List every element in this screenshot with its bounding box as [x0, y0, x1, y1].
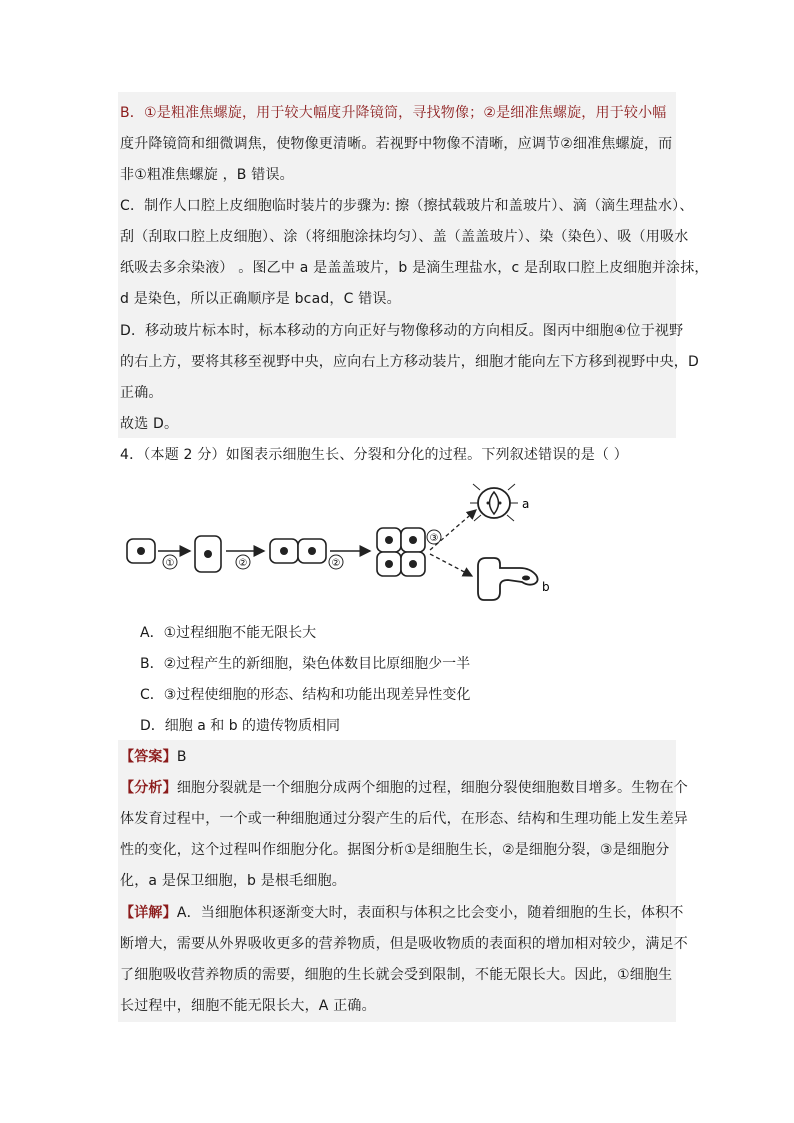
step-label-2: [236, 555, 250, 569]
explanation-line: 的右上方，要将其移至视野中央，应向右上方移动装片，细胞才能向左下方移到视野中央，D: [120, 354, 699, 370]
four-cell-group: [377, 528, 425, 576]
option-a: A．①过程细胞不能无限长大: [140, 625, 317, 641]
final-choice: 故选 D。: [120, 416, 179, 432]
analysis-line: [120, 779, 688, 797]
detail-line: 了细胞吸收营养物质的需要，细胞的生长就会受到限制，不能无限长大。因此，①细胞生: [120, 967, 673, 983]
option-d: D．细胞 a 和 b 的遗传物质相同: [140, 718, 341, 734]
analysis-tag: 【分析】: [120, 780, 177, 796]
answer-value: B: [176, 749, 187, 765]
explanation-line: 正确。: [120, 385, 163, 401]
analysis-line: 体发育过程中，一个或一种细胞通过分裂产生的后代，在形态、结构和生理功能上发生差异: [120, 811, 688, 827]
detail-line: [120, 904, 684, 922]
root-hair-cell-b: [478, 558, 538, 600]
detail-text: A．当细胞体积逐渐变大时，表面积与体积之比会变小，随着细胞的生长，体积不: [176, 905, 684, 921]
detail-tag: 【详解】: [120, 905, 177, 921]
question-stem: 4．（本题 2 分）如图表示细胞生长、分裂和分化的过程。下列叙述错误的是（ ）: [120, 447, 628, 463]
explanation-line: D．移动玻片标本时，标本移动的方向正好与物像移动的方向相反。图丙中细胞④位于视野: [120, 323, 684, 339]
explanation-line: d 是染色，所以正确顺序是 bcad，C 错误。: [120, 291, 401, 307]
analysis-line: 性的变化，这个过程叫作细胞分化。据图分析①是细胞生长，②是细胞分裂，③是细胞分: [120, 842, 670, 858]
explanation-line: C．制作人口腔上皮细胞临时装片的步骤为: 擦（擦拭载玻片和盖玻片）、滴（滴生理盐水）、: [120, 198, 694, 214]
guard-cell-a: [470, 484, 518, 521]
svg-text:②: ②: [331, 558, 341, 569]
svg-text:②: ②: [238, 558, 248, 569]
option-b: B．②过程产生的新细胞，染色体数目比原细胞少一半: [140, 656, 471, 672]
option-c: C．③过程使细胞的形态、结构和功能出现差异性变化: [140, 687, 471, 703]
small-cell: [127, 539, 155, 563]
detail-line: 长过程中，细胞不能无限长大，A 正确。: [120, 998, 376, 1014]
detail-line: 断增大，需要从外界吸收更多的营养物质，但是吸收物质的表面积的增加相对较少，满足不: [120, 936, 688, 952]
dashed-arrow-down: [430, 554, 472, 576]
cell-process-figure: [0, 478, 794, 608]
svg-text:①: ①: [165, 558, 175, 569]
explanation-line: B．①是粗准焦螺旋，用于较大幅度升降镜筒，寻找物像；②是细准焦螺旋，用于较小幅: [120, 105, 667, 121]
analysis-text: 细胞分裂就是一个细胞分成两个细胞的过程，细胞分裂使细胞数目增多。生物在个: [176, 780, 689, 796]
explanation-line: 非①粗准焦螺旋 ，B 错误。: [120, 167, 294, 183]
answer-line: [120, 748, 187, 766]
step-label-1: [163, 555, 177, 569]
svg-text:③: ③: [429, 533, 439, 544]
grown-cell: [195, 536, 221, 572]
dashed-arrow-up: [430, 510, 476, 550]
explanation-line: 刮（刮取口腔上皮细胞）、涂（将细胞涂抹均匀）、盖（盖盖玻片）、染（染色）、吸（用吸水: [120, 229, 689, 245]
label-a: a: [522, 497, 530, 511]
analysis-line: 化，a 是保卫细胞，b 是根毛细胞。: [120, 873, 346, 889]
explanation-line: 度升降镜筒和细微调焦，使物像更清晰。若视野中物像不清晰，应调节②细准焦螺旋，而: [120, 136, 673, 152]
explanation-line: 纸吸去多余染液） 。图乙中 a 是盖盖玻片，b 是滴生理盐水，c 是刮取口腔上皮细胞并涂抹，: [120, 260, 709, 276]
step-label-4: [427, 530, 441, 544]
divided-cells: [270, 539, 326, 563]
answer-tag: 【答案】: [120, 749, 177, 765]
step-label-3: [329, 555, 343, 569]
label-b: b: [542, 580, 550, 594]
